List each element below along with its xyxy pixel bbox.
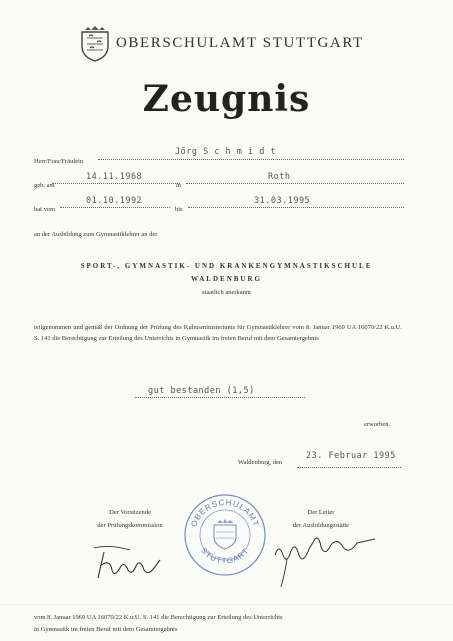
school-location: WALDENBURG	[191, 275, 262, 283]
certification-paragraph: teilgenommen und gemäß der Ordnung der Prüfung des Kultusministeriums für Gymnastiklehrer vom 8. Januar 1969 UA 16070/22 K.u.U. S. 141 die Berechtigung zur Erteilung des Unterrichts in Gymnastik im freien Beruf mit dem Gesamtergebnis	[34, 324, 402, 342]
scan-footer-strip	[0, 604, 453, 641]
issue-date-field	[297, 467, 401, 468]
to-date-field	[188, 207, 404, 208]
result-value: gut bestanden (1,5)	[148, 386, 255, 396]
document-title: Zeugnis	[142, 78, 311, 120]
born-label: geb. am	[34, 182, 55, 189]
born-date-field	[52, 183, 180, 184]
chairman-title-line1: Der Vorsitzende	[109, 509, 151, 516]
director-title-line2: der Ausbildungsstätte	[292, 521, 350, 529]
born-place-value: Roth	[268, 172, 291, 182]
chairman-title	[60, 507, 200, 532]
result-field	[135, 397, 305, 398]
born-in-label: in	[176, 182, 182, 189]
svg-text:OBERSCHULAMT	[189, 498, 260, 528]
from-date-value: 01.10.1992	[86, 196, 143, 206]
to-label: bis	[175, 206, 183, 213]
born-date-value: 14.11.1968	[86, 172, 143, 182]
footer-line-1: vom 8. Januar 1969 UA 16070/22 K.u.U. S. 141 die Berechtigung zur Erteilung des Unterrichts	[34, 614, 283, 621]
footer-line-2: in Gymnastik im freien Beruf mit dem Gesamtergebnis	[34, 626, 178, 633]
name-field	[98, 159, 404, 160]
place-date-label: Waldenburg, den	[238, 459, 283, 466]
name-label: Herr/Frau/Fräulein	[34, 158, 84, 165]
chairman-title-line2: der Prüfungskommission	[97, 521, 163, 529]
acquired-text: erworben.	[364, 421, 391, 428]
born-place-field	[186, 183, 404, 184]
name-value: Jörg S c h m i d t	[175, 147, 277, 157]
seal-text-top: OBERSCHULAMT	[189, 497, 261, 529]
chairman-signature	[90, 540, 170, 585]
director-signature	[255, 525, 395, 590]
seal-text-bottom: STUTTGART	[199, 546, 251, 566]
from-label: hat vom	[34, 206, 56, 213]
director-title-line1: Der Leiter	[307, 509, 335, 516]
coat-of-arms-icon	[78, 26, 112, 62]
to-date-value: 31.03.1995	[254, 196, 311, 206]
authority-name: OBERSCHULAMT STUTTGART	[116, 35, 364, 51]
intro-text: an der Ausbildung zum Gymnastiklehrer an der	[34, 231, 158, 238]
school-name: SPORT-, GYMNASTIK- UND KRANKENGYMNASTIKSCHULE	[80, 262, 373, 270]
school-accreditation: staatlich anerkannt	[202, 289, 251, 296]
issue-date-value: 23. Februar 1995	[306, 451, 396, 461]
from-date-field	[60, 207, 170, 208]
